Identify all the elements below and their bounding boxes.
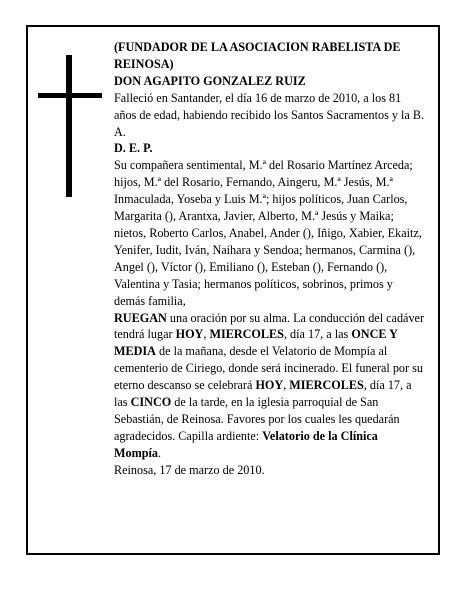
rip-label: D. E. P. bbox=[114, 141, 153, 156]
hoy-text-2: HOY bbox=[255, 378, 284, 393]
cross-icon bbox=[38, 55, 102, 197]
cross-horizontal-bar bbox=[38, 93, 102, 98]
ruegan-text: RUEGAN bbox=[114, 310, 167, 325]
ceremony-text-2: , bbox=[203, 327, 210, 342]
ceremony-text-5: , bbox=[283, 378, 290, 393]
ceremony-text-7: de la tarde, en la iglesia parroquial de San Sebastián, de Reinosa. Favores por los cuales les quedarán agradecidos. Capilla ardiente: bbox=[114, 395, 400, 443]
ceremony-text-1: una oración por su alma. La conducción del cadáver tendrá lugar bbox=[114, 310, 425, 342]
velatorio-text: Velatorio de la Clínica Mompía bbox=[114, 428, 378, 460]
family-list: Su compañera sentimental, M.ª del Rosario Martínez Arceda; hijos, M.ª del Rosario, Fernando, Aingeru, M.ª Jesús, M.ª Inmaculada, Yoseba y Luis M.ª; hijos políticos, Juan Carlos, Margarita (), Arantxa, Javier, Alberto, M.ª Jesús y Maika; nietos, Roberto Carlos, Anabel, Ander (), Iñigo, Xabier, Ekaitz, Yenifer, Iudit, Iván, Naihara y Sendoa; hermanos, Carmina (), Angel (), Víctor (), Emiliano (), Esteban (), Fernando (), Valentina y Tasia; hermanos políticos, sobrinos, primos y demás familia, bbox=[114, 158, 422, 308]
ceremony-info bbox=[114, 310, 426, 462]
ceremony-text-4: de la mañana, desde el Velatorio de Mompía al cementerio de Ciriego, donde será incinerado. El funeral por su eterno descanso se celebrará bbox=[114, 344, 423, 393]
miercoles-text-1: MIERCOLES bbox=[209, 327, 284, 342]
notice-title: (FUNDADOR DE LA ASOCIACION RABELISTA DE REINOSA) bbox=[114, 40, 401, 71]
miercoles-text-2: MIERCOLES bbox=[289, 378, 364, 393]
cross-vertical-bar bbox=[66, 55, 72, 197]
cinco-text: CINCO bbox=[130, 395, 172, 410]
ceremony-text-3: , día 17, a las bbox=[283, 327, 352, 342]
death-info: Falleció en Santander, el día 16 de marzo de 2010, a los 81 años de edad, habiendo recibido los Santos Sacramentos y la B. A. bbox=[114, 90, 425, 139]
once-y-media-text: ONCE Y MEDIA bbox=[114, 327, 398, 359]
deceased-name: DON AGAPITO GONZALEZ RUIZ bbox=[114, 73, 306, 88]
hoy-text-1: HOY bbox=[175, 327, 204, 342]
ceremony-text-6: , día 17, a las bbox=[114, 378, 412, 410]
closing-date: Reinosa, 17 de marzo de 2010. bbox=[114, 462, 265, 477]
ceremony-text-8: . bbox=[158, 445, 162, 460]
notice-text bbox=[114, 39, 426, 479]
